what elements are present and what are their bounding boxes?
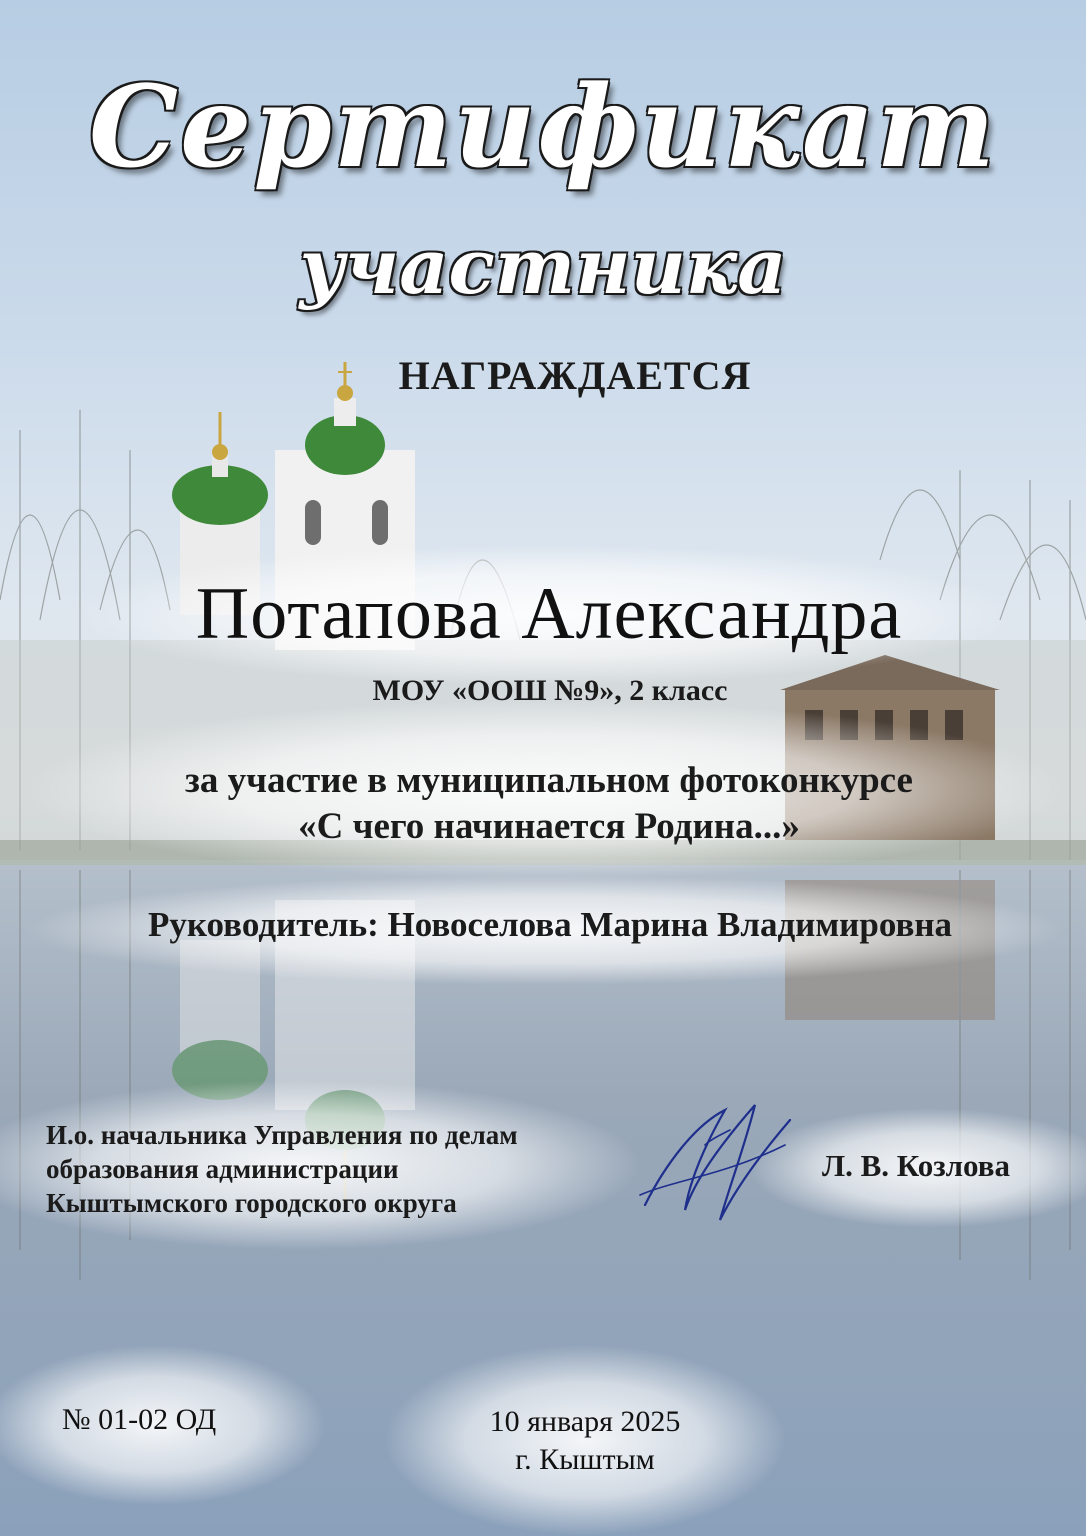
issue-date: 10 января 2025: [489, 1405, 681, 1438]
certificate-subtitle: участника: [299, 222, 787, 311]
leader-line: Руководитель: Новоселова Марина Владимировна: [147, 905, 953, 944]
issue-city: г. Кыштым: [515, 1443, 655, 1476]
position-line-3: Кыштымского городского округа: [46, 1188, 457, 1218]
handwritten-signature: [635, 1085, 805, 1235]
position-line-1: И.о. начальника Управления по делам: [46, 1120, 518, 1150]
signer-position: [46, 1118, 646, 1220]
position-line-2: образования администрации: [46, 1154, 399, 1184]
signer-name: Л. В. Козлова: [822, 1148, 1011, 1183]
reason-line-2: «С чего начинается Родина...»: [298, 806, 800, 847]
school-line: МОУ «ООШ №9», 2 класс: [372, 674, 728, 707]
awarded-label: НАГРАЖДАЕТСЯ: [398, 353, 752, 398]
reason-line-1: за участие в муниципальном фотоконкурсе: [185, 760, 913, 801]
recipient-name: Потапова Александра: [195, 573, 903, 655]
certificate-title: Сертификат: [89, 62, 997, 193]
date-place: [440, 1403, 730, 1479]
document-number: № 01-02 ОД: [62, 1403, 217, 1436]
award-reason: [0, 758, 1086, 850]
